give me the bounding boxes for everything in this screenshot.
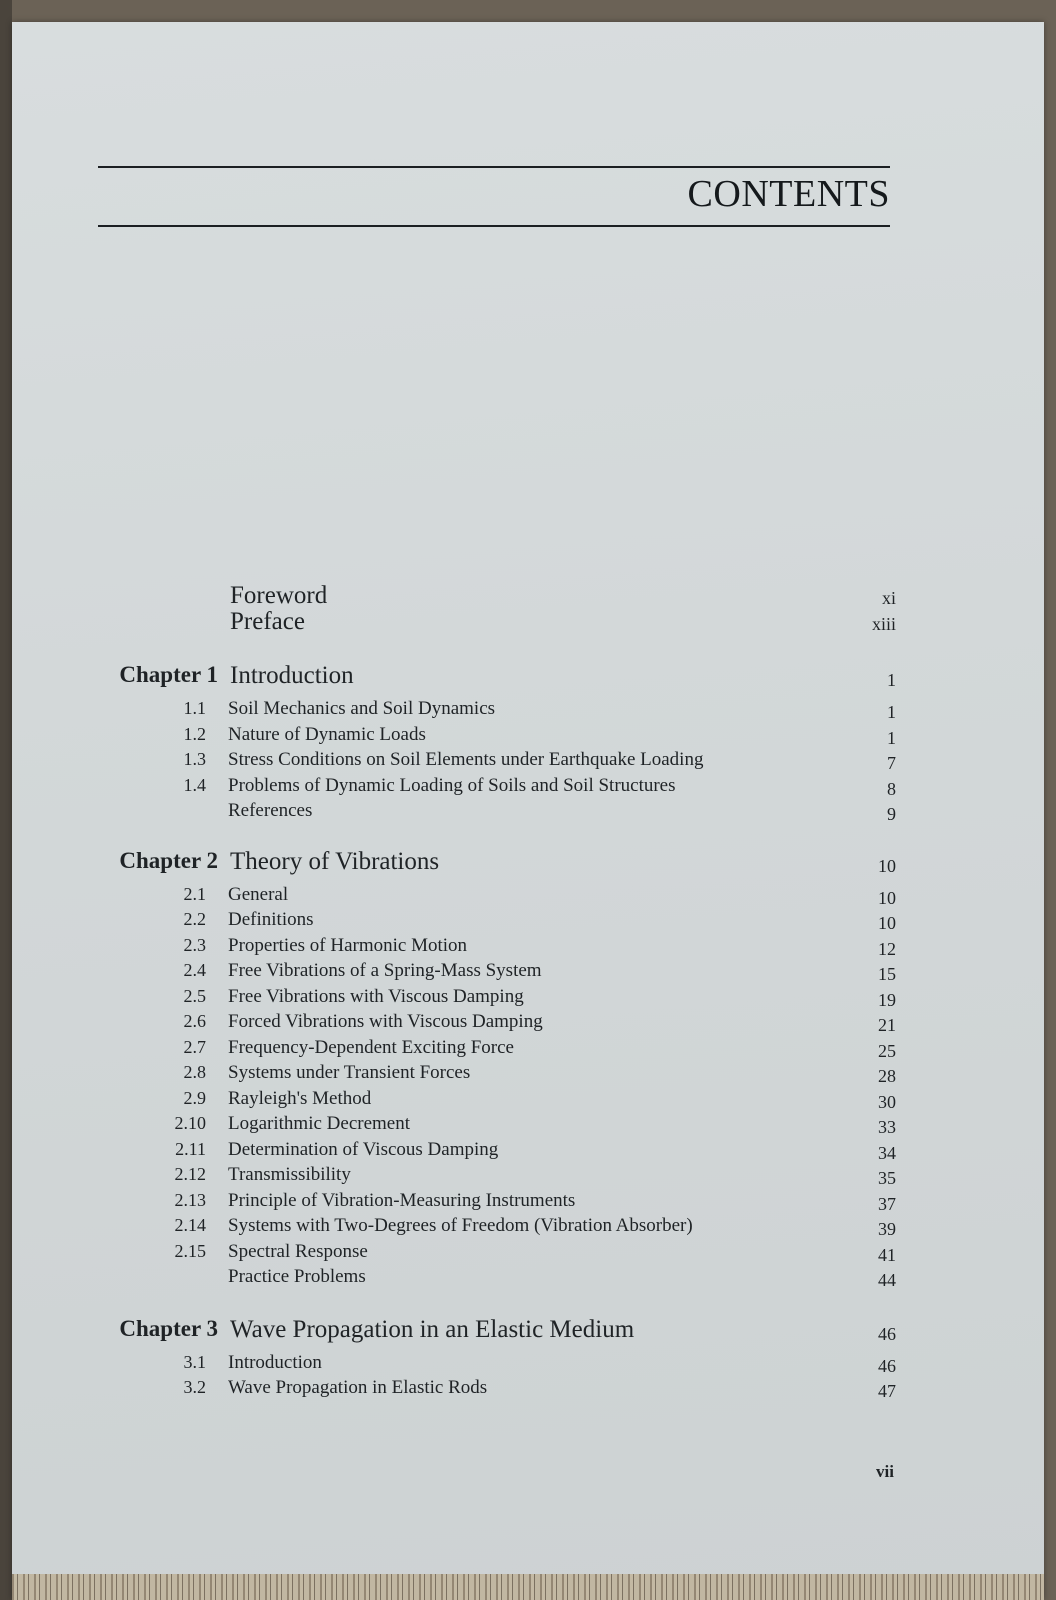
section-number: 2.1 <box>183 883 206 904</box>
book-binding-edge <box>0 0 12 1600</box>
section-number: 2.7 <box>183 1036 206 1057</box>
section-page: 21 <box>878 1015 896 1035</box>
section-number: 2.6 <box>183 1011 206 1031</box>
section-number: 1.1 <box>183 698 206 718</box>
section-title: Spectral Response <box>228 1240 368 1262</box>
section-page: 12 <box>878 938 896 959</box>
front-entry-title: Preface <box>230 608 305 635</box>
section-title: Definitions <box>228 909 314 930</box>
section-title: Determination of Viscous Damping <box>228 1138 499 1160</box>
section-title: Nature of Dynamic Loads <box>228 723 426 745</box>
section-number: 1.3 <box>183 749 206 769</box>
section-number: 3.2 <box>183 1377 206 1397</box>
section-title: Practice Problems <box>228 1266 366 1287</box>
section-number: 2.14 <box>174 1215 206 1235</box>
section-page: 28 <box>878 1066 896 1086</box>
front-entry-page: xiii <box>871 614 896 634</box>
section-page: 46 <box>878 1355 896 1376</box>
chapter-page: 46 <box>878 1323 896 1344</box>
section-title: Forced Vibrations with Viscous Damping <box>228 1011 543 1032</box>
section-title: Introduction <box>228 1351 322 1373</box>
section-page: 10 <box>878 913 896 933</box>
section-page: 35 <box>878 1168 896 1188</box>
section-page: 39 <box>878 1219 896 1239</box>
section-number: 2.12 <box>174 1164 206 1184</box>
section-title: Rayleigh's Method <box>228 1087 372 1109</box>
section-title: Free Vibrations with Viscous Damping <box>228 985 524 1007</box>
section-page: 47 <box>878 1381 896 1401</box>
section-title: Stress Conditions on Soil Elements under Earthquake Loading <box>228 749 704 770</box>
section-page: 33 <box>878 1117 896 1137</box>
section-title: Frequency-Dependent Exciting Force <box>228 1036 514 1058</box>
section-title: Principle of Vibration-Measuring Instruments <box>228 1189 576 1211</box>
section-number: 1.4 <box>183 774 206 795</box>
section-number: 2.9 <box>183 1087 206 1108</box>
chapter-title: Wave Propagation in an Elastic Medium <box>230 1315 635 1343</box>
section-page: 1 <box>887 702 896 722</box>
table-of-contents <box>12 22 1044 1600</box>
front-entry-page: xi <box>881 588 896 608</box>
page-heading: CONTENTS <box>687 173 890 215</box>
book-page <box>12 22 1044 1600</box>
section-title: General <box>228 883 289 905</box>
front-entry-title: Foreword <box>230 582 328 609</box>
chapter-label: Chapter 3 <box>119 1315 218 1341</box>
section-title: Logarithmic Decrement <box>228 1113 411 1134</box>
chapter-page: 10 <box>878 855 896 876</box>
section-number: 2.10 <box>174 1113 206 1133</box>
section-number: 3.1 <box>183 1351 206 1372</box>
section-number: 2.5 <box>183 985 206 1006</box>
section-number: 2.3 <box>183 934 206 955</box>
section-page: 7 <box>887 753 896 773</box>
section-title: Wave Propagation in Elastic Rods <box>228 1377 488 1398</box>
section-title: Soil Mechanics and Soil Dynamics <box>228 698 496 719</box>
section-number: 2.11 <box>175 1138 206 1159</box>
section-page: 41 <box>878 1244 896 1265</box>
chapter-title: Introduction <box>230 662 354 689</box>
section-page: 15 <box>878 964 896 984</box>
page-number: vii <box>876 1462 894 1481</box>
section-page: 19 <box>878 989 896 1010</box>
section-page: 8 <box>887 778 896 799</box>
section-title: References <box>228 800 313 821</box>
section-title: Systems with Two-Degrees of Freedom (Vibration Absorber) <box>228 1215 693 1236</box>
chapter-title: Theory of Vibrations <box>230 847 440 875</box>
section-number: 2.4 <box>183 960 206 980</box>
chapter-label: Chapter 1 <box>119 662 218 687</box>
section-page: 25 <box>878 1040 896 1061</box>
section-number: 2.13 <box>174 1189 206 1210</box>
chapter-label: Chapter 2 <box>119 847 218 873</box>
section-page: 44 <box>878 1270 896 1290</box>
section-title: Properties of Harmonic Motion <box>228 934 468 956</box>
section-page: 34 <box>878 1142 896 1163</box>
section-title: Transmissibility <box>228 1164 351 1185</box>
section-title: Systems under Transient Forces <box>228 1062 471 1083</box>
section-page: 37 <box>878 1193 896 1214</box>
section-number: 2.2 <box>183 909 206 929</box>
chapter-page: 1 <box>887 670 896 690</box>
section-number: 2.15 <box>174 1240 206 1261</box>
page-stack-edge <box>12 1574 1044 1600</box>
section-page: 9 <box>887 804 896 824</box>
section-page: 1 <box>887 727 896 748</box>
section-number: 2.8 <box>183 1062 206 1082</box>
section-page: 10 <box>878 887 896 908</box>
section-number: 1.2 <box>183 723 206 744</box>
section-title: Free Vibrations of a Spring-Mass System <box>228 960 542 981</box>
section-title: Problems of Dynamic Loading of Soils and Soil Structures <box>228 774 676 796</box>
section-page: 30 <box>878 1091 896 1112</box>
